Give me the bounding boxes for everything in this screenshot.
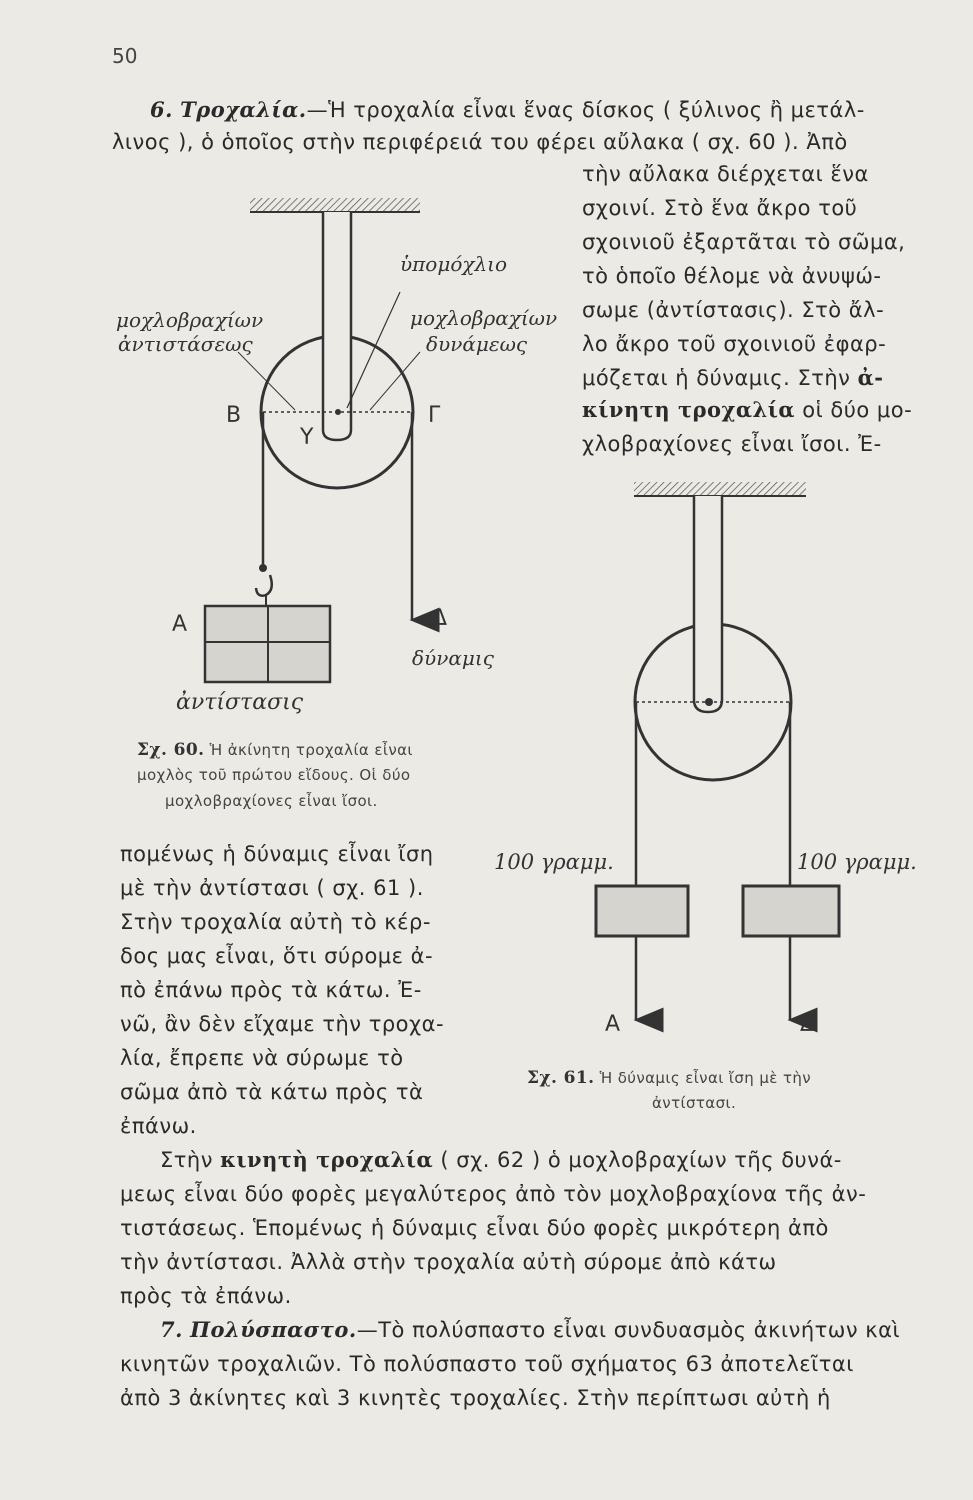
mid-line-7: λία, ἔπρεπε νὰ σύρωμε τὸ	[120, 1046, 404, 1070]
fig61-caption-2: ἀντίστασι.	[652, 1094, 737, 1112]
section6-line-6: τὸ ὁποῖο θέλομε νὰ ἀνυψώ-	[582, 264, 882, 288]
fig61-caption-text-1: Ἡ δύναμις εἶναι ἴση μὲ τὴν	[594, 1069, 812, 1087]
fig61-weight-left	[596, 886, 688, 936]
section6-text-1: —Ἡ τροχαλία εἶναι ἕνας δίσκος ( ξύλινος ἢ μετάλ-	[306, 98, 865, 122]
fig60-label-mochlo-ant-1: μοχλοβραχίων	[116, 308, 264, 332]
mid-line-3: Στὴν τροχαλία αὐτὴ τὸ κέρ-	[120, 910, 431, 934]
section6-line-7: σωμε (ἀντίστασις). Στὸ ἄλ-	[582, 298, 885, 322]
fig61-label-A: Α	[605, 1012, 621, 1037]
fig60-label-B: Β	[226, 403, 242, 428]
mid-line-1: πομένως ἡ δύναμις εἶναι ἴση	[120, 842, 434, 866]
movable-post: ( σχ. 62 ) ὁ μοχλοβραχίων τῆς δυνά-	[433, 1148, 842, 1172]
section6-line-5: σχοινιοῦ ἐξαρτᾶται τὸ σῶμα,	[582, 230, 906, 254]
fig61-ceiling	[634, 482, 806, 496]
section6-title: Τροχαλία.	[180, 97, 307, 122]
mid-line-5: πὸ ἐπάνω πρὸς τὰ κάτω. Ἐ-	[120, 978, 422, 1002]
section7-title: Πολύσπαστο.	[190, 1317, 357, 1342]
movable-bold: κινητὴ τροχαλία	[220, 1147, 434, 1172]
fig60-caption-num: Σχ. 60.	[137, 740, 205, 760]
movable-line-4: τὴν ἀντίστασι. Ἀλλὰ στὴν τροχαλία αὐτὴ σύρομε ἀπὸ κάτω	[120, 1250, 777, 1274]
section7-number: 7.	[160, 1317, 183, 1342]
fig60-caption-1	[137, 740, 413, 760]
section6-text-9: μόζεται ἡ δύναμις. Στὴν	[582, 366, 851, 390]
fig61-hanger	[694, 496, 722, 712]
section6-number: 6.	[150, 97, 173, 122]
fig60-label-G: Γ	[428, 403, 441, 428]
mid-line-9: ἐπάνω.	[120, 1114, 197, 1138]
fig61-weight-right-label: 100 γραμμ.	[797, 850, 917, 874]
fig61-weight-right	[743, 886, 839, 936]
fig60-label-A: Α	[172, 612, 188, 637]
fig60-label-antistasis: ἀντίστασις	[176, 690, 304, 715]
fig60-label-dynamis: δύναμις	[412, 646, 494, 670]
fig60-axle	[335, 409, 341, 415]
section6-text-10: οἱ δύο μο-	[795, 398, 913, 422]
movable-line-1	[160, 1148, 842, 1172]
section6-line-8: λο ἄκρο τοῦ σχοινιοῦ ἐφαρ-	[582, 332, 887, 356]
section7-line-2: κινητῶν τροχαλιῶν. Τὸ πολύσπαστο τοῦ σχήματος 63 ἀποτελεῖται	[120, 1352, 854, 1376]
fig61-caption-num: Σχ. 61.	[527, 1068, 595, 1088]
fig60-label-mochlo-ant-2: ἀντιστάσεως	[118, 332, 253, 356]
section6-line-4: σχοινί. Στὸ ἕνα ἄκρο τοῦ	[582, 196, 858, 220]
bold-a: ἀ-	[857, 365, 884, 390]
movable-line-3: τιστάσεως. Ἑπομένως ἡ δύναμις εἶναι δύο φορὲς μικρότερη ἀπὸ	[120, 1216, 829, 1240]
mid-line-2: μὲ τὴν ἀντίστασι ( σχ. 61 ).	[120, 876, 424, 900]
fig60-label-D: Δ	[432, 606, 448, 631]
mid-line-6: νῶ, ἂν δὲν εἴχαμε τὴν τροχα-	[120, 1012, 445, 1036]
fig60-label-mochlo-dyn-1: μοχλοβραχίων	[410, 306, 558, 330]
fig61-label-D: Δ	[800, 1012, 816, 1037]
fig60-caption-3: μοχλοβραχίονες εἶναι ἴσοι.	[165, 792, 378, 810]
section6-line-2: λινος ), ὁ ὁποῖος στὴν περιφέρειά του φέρει αὔλακα ( σχ. 60 ). Ἀπὸ	[112, 130, 848, 154]
section7-line-1	[160, 1318, 900, 1342]
fig60-hanger	[323, 212, 351, 440]
fig60-hook	[256, 575, 272, 596]
fig60-label-mochlo-dyn-2: δυνάμεως	[426, 332, 528, 356]
fig60-caption-2: μοχλὸς τοῦ πρώτου εἴδους. Οἱ δύο	[137, 766, 411, 784]
fig61-drawing	[596, 482, 839, 1020]
movable-line-2: μεως εἶναι δύο φορὲς μεγαλύτερος ἀπὸ τὸν μοχλοβραχίονα τῆς ἀν-	[120, 1182, 867, 1206]
fig61-axle	[705, 698, 713, 706]
page-number: 50	[112, 44, 138, 68]
fig61-weight-left-label: 100 γραμμ.	[494, 850, 614, 874]
fig60-label-ypomochlio: ὑπομόχλιο	[400, 252, 508, 276]
bold-akiniti: κίνητη τροχαλία	[582, 397, 796, 422]
fig60-ceiling	[250, 198, 420, 212]
fig60-caption-text-1: Ἡ ἀκίνητη τροχαλία εἶναι	[204, 741, 413, 759]
mid-line-4: δος μας εἶναι, ὅτι σύρομε ἀ-	[120, 944, 434, 968]
movable-pre: Στὴν	[160, 1148, 221, 1172]
section7-line-3: ἀπὸ 3 ἀκίνητες καὶ 3 κινητὲς τροχαλίες. Στὴν περίπτωσι αὐτὴ ἡ	[120, 1386, 831, 1410]
fig61-caption-1	[527, 1068, 811, 1088]
fig60-label-Y: Υ	[300, 425, 314, 450]
section6-line-3: τὴν αὔλακα διέρχεται ἕνα	[582, 162, 869, 186]
section6-line-11: χλοβραχίονες εἶναι ἴσοι. Ἐ-	[582, 432, 882, 456]
movable-line-5: πρὸς τὰ ἐπάνω.	[120, 1284, 292, 1308]
mid-line-8: σῶμα ἀπὸ τὰ κάτω πρὸς τὰ	[120, 1080, 424, 1104]
section7-text-1: —Τὸ πολύσπαστο εἶναι συνδυασμὸς ἀκινήτων καὶ	[356, 1318, 901, 1342]
